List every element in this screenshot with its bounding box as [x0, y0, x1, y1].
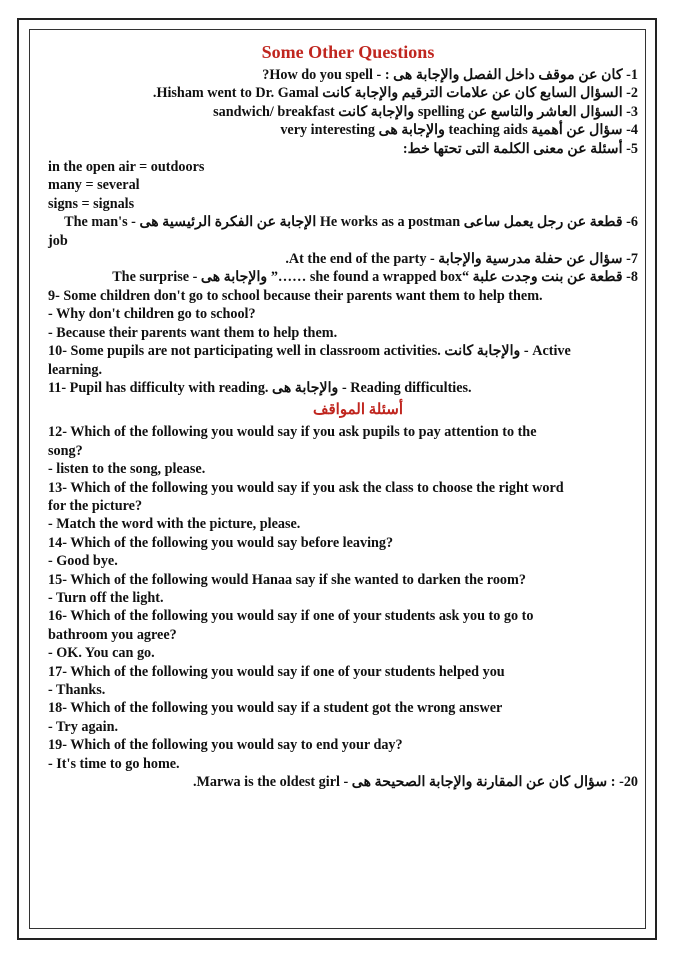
text-line: signs = signals [48, 195, 135, 212]
text-line: 14- Which of the following you would say before leaving? [48, 534, 394, 551]
text-line: - It's time to go home. [48, 755, 180, 772]
text-line: 10- Some pupils are not participating well in classroom activities. والإجابة كانت - Active [48, 343, 571, 360]
text-line: - Turn off the light. [48, 589, 164, 606]
text-line: - Because their parents want them to help them. [48, 324, 338, 341]
text-line: in the open air = outdoors [48, 159, 205, 176]
text-line: 16- Which of the following you would say if one of your students ask you to go to [48, 608, 534, 625]
text-line: - Try again. [48, 718, 119, 735]
text-line: 19- Which of the following you would say to end your day? [48, 737, 403, 754]
document-body [48, 38, 638, 791]
text-line: - Good bye. [48, 553, 118, 570]
text-line: 1- كان عن موقف داخل الفصل والإجابة هى : - How do you spell? [262, 67, 638, 83]
text-line: 4- سؤال عن أهمية teaching aids والإجابة هى very interesting [280, 122, 638, 139]
text-line: 2- السؤال السابع كان عن علامات الترقيم والإجابة كانت Hisham went to Dr. Gamal. [152, 85, 638, 102]
text-line: for the picture? [48, 497, 143, 514]
text-line: 15- Which of the following would Hanaa say if she wanted to darken the room? [48, 571, 526, 588]
text-line: - OK. You can go. [48, 645, 155, 662]
text-line: - listen to the song, please. [48, 461, 206, 478]
text-line: 3- السؤال العاشر والتاسع عن spelling والإجابة كانت sandwich/ breakfast [213, 103, 638, 120]
section-heading: أسئلة المواقف [312, 402, 404, 419]
text-line: 18- Which of the following you would say if a student got the wrong answer [48, 700, 503, 717]
text-line: 7- سؤال عن حفلة مدرسية والإجابة - At the end of the party. [285, 251, 638, 268]
text-line: - Thanks. [48, 682, 106, 698]
text-line: - Why don't children go to school? [48, 306, 256, 323]
text-line: 17- Which of the following you would say if one of your students helped you [48, 663, 505, 680]
text-line: job [48, 232, 68, 249]
text-line: song? [48, 442, 83, 459]
questions-block-1 [48, 66, 638, 397]
text-line: 5- أسئلة عن معنى الكلمة التى تحتها خط: [402, 140, 638, 157]
text-line: 6- قطعة عن رجل يعمل ساعى He works as a postman الإجابة عن الفكرة الرئيسية هى - The man's [64, 214, 638, 231]
text-line: 13- Which of the following you would say if you ask the class to choose the right word [48, 479, 564, 496]
text-line: 8- قطعة عن بنت وجدت علبة “she found a wrapped box ……” والإجابة هى - The surprise [112, 269, 638, 286]
text-line: - Match the word with the picture, please. [48, 516, 301, 533]
text-line: bathroom you agree? [48, 626, 177, 643]
text-line: many = several [48, 177, 140, 194]
text-line: 20- : سؤال كان عن المقارنة والإجابة الصحيحة هى - Marwa is the oldest girl. [192, 774, 638, 791]
page-title: Some Other Questions [261, 42, 435, 62]
text-line: 12- Which of the following you would say if you ask pupils to pay attention to the [48, 424, 537, 441]
questions-block-2 [48, 423, 638, 791]
text-line: learning. [48, 361, 102, 378]
text-line: 9- Some children don't go to school because their parents want them to help them. [48, 287, 543, 304]
text-line: 11- Pupil has difficulty with reading. والإجابة هى - Reading difficulties. [48, 379, 472, 396]
